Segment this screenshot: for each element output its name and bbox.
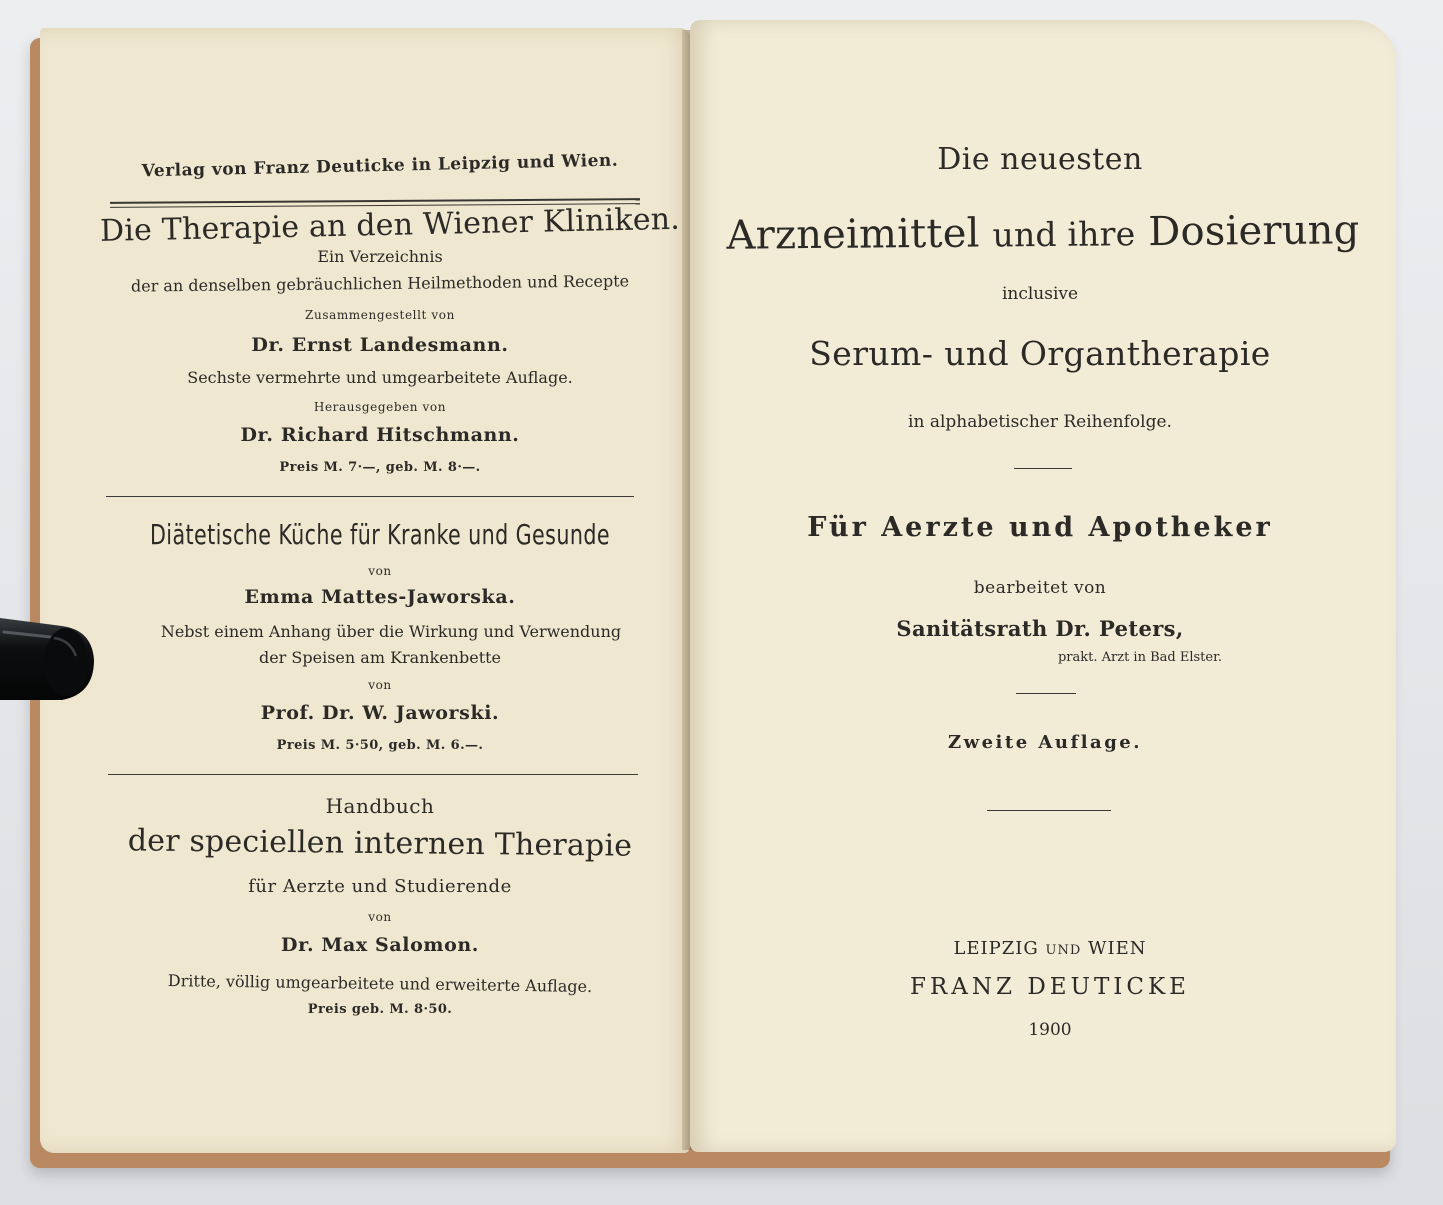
- pen-icon: [0, 604, 96, 708]
- book2-von1: von: [368, 564, 392, 578]
- short-rule: [987, 810, 1111, 811]
- short-rule: [1014, 468, 1072, 469]
- book1-price: Preis M. 7·—, geb. M. 8·—.: [279, 460, 481, 475]
- edition-label: Zweite Auflage.: [947, 732, 1143, 753]
- edited-by-label: bearbeitet von: [973, 578, 1107, 598]
- book3-edition: Dritte, völlig umgearbeitete und erweiterte Auflage.: [167, 971, 593, 996]
- title-line2: [710, 207, 1376, 259]
- book1-subtitle2: der an denselben gebräuchlichen Heilmethoden und Recepte: [130, 271, 630, 296]
- left-page: [40, 28, 690, 1153]
- audience-line: Für Aerzte und Apotheker: [807, 512, 1273, 543]
- right-page: [690, 20, 1396, 1152]
- publication-year: 1900: [1028, 1020, 1072, 1040]
- book1-subtitle1: Ein Verzeichnis: [317, 247, 443, 266]
- place-und: UND: [1045, 943, 1082, 958]
- book1-author: Dr. Ernst Landesmann.: [251, 334, 509, 356]
- book2-appendix2: der Speisen am Krankenbette: [258, 648, 502, 667]
- book2-von2: von: [368, 678, 392, 692]
- book2-price: Preis M. 5·50, geb. M. 6.—.: [276, 738, 484, 753]
- book2-author: Emma Mattes-Jaworska.: [244, 586, 516, 608]
- title-line2-a: Arzneimittel: [726, 210, 980, 259]
- section-rule: [108, 774, 638, 775]
- publisher-line: Verlag von Franz Deuticke in Leipzig und Wien.: [141, 150, 619, 182]
- book3-author: Dr. Max Salomon.: [281, 934, 479, 956]
- title-line1: Die neuesten: [937, 142, 1143, 177]
- book1-compiled-by: Zusammengestellt von: [305, 308, 455, 322]
- title-line3: Serum- und Organtherapie: [809, 334, 1271, 373]
- book1-edited-by: Herausgegeben von: [313, 400, 447, 414]
- book3-title: der speciellen internen Therapie: [127, 823, 633, 864]
- book2-title: Diätetische Küche für Kranke und Gesunde: [149, 518, 611, 551]
- publication-place: [740, 938, 1360, 959]
- title-line2-b: und ihre: [992, 214, 1136, 255]
- book3-von: von: [368, 910, 392, 924]
- inclusive-label: inclusive: [1001, 284, 1079, 304]
- section-rule: [106, 496, 634, 497]
- book3-audience: für Aerzte und Studierende: [248, 876, 512, 897]
- author-name: Sanitätsrath Dr. Peters,: [896, 616, 1184, 641]
- book3-pretitle: Handbuch: [325, 794, 435, 818]
- book2-author2: Prof. Dr. W. Jaworski.: [260, 702, 500, 724]
- short-rule: [1016, 693, 1076, 694]
- place-wien: WIEN: [1088, 938, 1147, 959]
- alphabetical-note: in alphabetischer Reihenfolge.: [908, 412, 1172, 432]
- book1-title: Die Therapie an den Wiener Kliniken.: [99, 201, 681, 249]
- title-line2-c: Dosierung: [1148, 207, 1360, 256]
- publisher-name: FRANZ DEUTICKE: [910, 974, 1190, 1000]
- book2-appendix1: Nebst einem Anhang über die Wirkung und Verwendung: [160, 622, 622, 641]
- place-leipzig: LEIPZIG: [953, 938, 1039, 959]
- book1-editor: Dr. Richard Hitschmann.: [240, 424, 520, 446]
- book3-price: Preis geb. M. 8·50.: [307, 1002, 453, 1017]
- book1-edition: Sechste vermehrte und umgearbeitete Auflage.: [187, 368, 573, 387]
- author-note: prakt. Arzt in Bad Elster.: [1057, 650, 1223, 665]
